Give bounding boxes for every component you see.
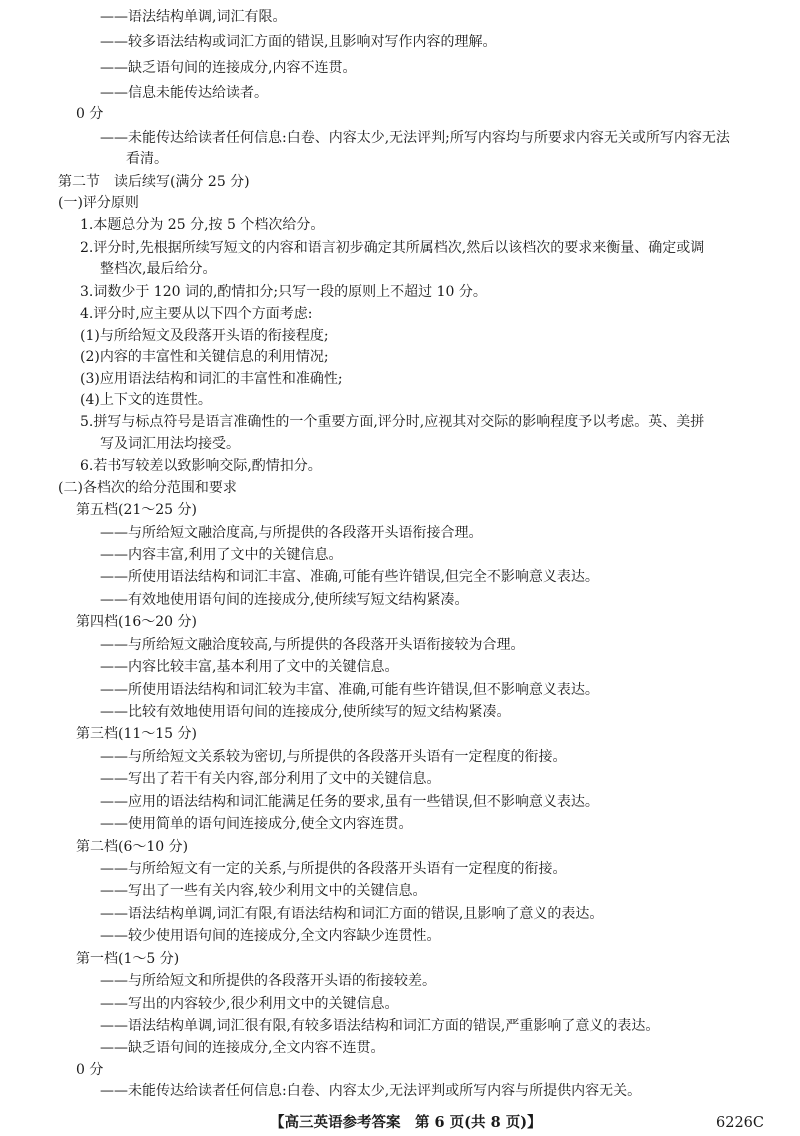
- text-line: ——语法结构单调,词汇有限。: [100, 8, 287, 25]
- criteria-item: (2)内容的丰富性和关键信息的利用情况;: [80, 349, 329, 366]
- grade-criterion: ——较少使用语句间的连接成分,全文内容缺少连贯性。: [100, 928, 441, 945]
- criteria-item: (3)应用语法结构和词汇的丰富性和准确性;: [80, 370, 343, 387]
- subsection-heading: (二)各档次的给分范围和要求: [58, 479, 237, 496]
- grade-criterion: ——语法结构单调,词汇很有限,有较多语法结构和词汇方面的错误,严重影响了意义的表达。: [100, 1017, 660, 1034]
- principle-item: 4.评分时,应主要从以下四个方面考虑:: [80, 306, 313, 323]
- principle-item: 5.拼写与标点符号是语言准确性的一个重要方面,评分时,应视其对交际的影响程度予以考虑。英、美拼: [80, 414, 705, 431]
- grade-criterion: ——使用简单的语句间连接成分,使全文内容连贯。: [100, 816, 413, 833]
- grade-criterion: ——应用的语法结构和词汇能满足任务的要求,虽有一些错误,但不影响意义表达。: [100, 793, 599, 810]
- criteria-item: (1)与所给短文及段落开头语的衔接程度;: [80, 327, 329, 344]
- grade-heading: 第三档(11～15 分): [76, 726, 198, 743]
- grade-criterion: ——所使用语法结构和词汇丰富、准确,可能有些许错误,但完全不影响意义表达。: [100, 569, 599, 586]
- grade-criterion: ——写出了若干有关内容,部分利用了文中的关键信息。: [100, 771, 441, 788]
- grade-criterion: ——写出了一些有关内容,较少利用文中的关键信息。: [100, 883, 427, 900]
- subsection-heading: (一)评分原则: [58, 195, 139, 212]
- principle-item: 6.若书写较差以致影响交际,酌情扣分。: [80, 458, 322, 475]
- grade-criterion: ——内容比较丰富,基本利用了文中的关键信息。: [100, 659, 399, 676]
- grade-criterion: ——与所给短文有一定的关系,与所提供的各段落开头语有一定程度的衔接。: [100, 861, 567, 877]
- grade-criterion: ——语法结构单调,词汇有限,有语法结构和词汇方面的错误,且影响了意义的表达。: [100, 905, 604, 922]
- text-line: 写及词汇用法均接受。: [100, 435, 240, 452]
- grade-criterion: ——比较有效地使用语句间的连接成分,使所续写的短文结构紧凑。: [100, 704, 511, 721]
- grade-heading: 第一档(1～5 分): [76, 950, 180, 967]
- principle-item: 3.词数少于 120 词的,酌情扣分;只写一段的原则上不超过 10 分。: [80, 283, 487, 300]
- grade-criterion: ——与所给短文和所提供的各段落开头语的衔接较差。: [100, 973, 436, 990]
- footer-code: 6226C: [716, 1115, 764, 1131]
- principle-item: 2.评分时,先根据所续写短文的内容和语言初步确定其所属档次,然后以该档次的要求来衡量、确定或调: [80, 239, 705, 256]
- text-line: 看清。: [126, 151, 168, 168]
- text-line: ——未能传达给读者任何信息:白卷、内容太少,无法评判;所写内容均与所要求内容无关或所写内容无法: [100, 129, 730, 146]
- grade-criterion: ——有效地使用语句间的连接成分,使所续写短文结构紧凑。: [100, 591, 469, 608]
- text-line: ——较多语法结构或词汇方面的错误,且影响对写作内容的理解。: [100, 34, 497, 51]
- score-zero-heading: 0 分: [76, 106, 104, 123]
- grade-heading: 第二档(6～10 分): [76, 838, 189, 855]
- footer-title: 【高三英语参考答案 第 6 页(共 8 页)】: [270, 1114, 542, 1131]
- score-zero-heading: 0 分: [76, 1061, 104, 1078]
- grade-criterion: ——与所给短文融洽度高,与所提供的各段落开头语衔接合理。: [100, 524, 483, 541]
- text-line: ——信息未能传达给读者。: [100, 84, 268, 101]
- criteria-item: (4)上下文的连贯性。: [80, 392, 212, 409]
- text-line: ——缺乏语句间的连接成分,内容不连贯。: [100, 59, 357, 76]
- grade-criterion: ——缺乏语句间的连接成分,全文内容不连贯。: [100, 1040, 385, 1057]
- grade-criterion: ——所使用语法结构和词汇较为丰富、准确,可能有些许错误,但不影响意义表达。: [100, 681, 599, 698]
- grade-heading: 第五档(21～25 分): [76, 502, 198, 519]
- grade-criterion: ——与所给短文融洽度较高,与所提供的各段落开头语衔接较为合理。: [100, 636, 525, 653]
- page-footer-bar: [0, 1112, 800, 1134]
- text-line: 整档次,最后给分。: [100, 261, 217, 278]
- section-heading: 第二节 读后续写(满分 25 分): [58, 173, 250, 190]
- grade-criterion: ——写出的内容较少,很少利用文中的关键信息。: [100, 995, 399, 1012]
- grade-criterion: ——内容丰富,利用了文中的关键信息。: [100, 547, 343, 564]
- grade-heading: 第四档(16～20 分): [76, 614, 198, 631]
- principle-item: 1.本题总分为 25 分,按 5 个档次给分。: [80, 216, 325, 233]
- grade-criterion: ——未能传达给读者任何信息:白卷、内容太少,无法评判或所写内容与所提供内容无关。: [100, 1083, 642, 1100]
- grade-criterion: ——与所给短文关系较为密切,与所提供的各段落开头语有一定程度的衔接。: [100, 748, 567, 765]
